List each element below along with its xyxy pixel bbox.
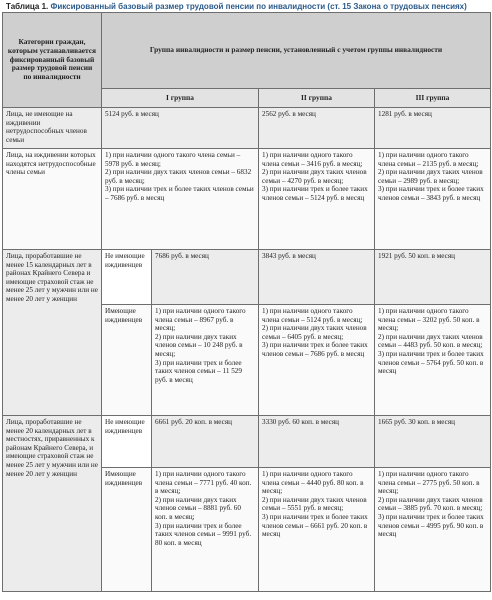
cell-item: 3) при наличии трех и более таких членов семьи – 7686 руб. в месяц <box>105 185 254 202</box>
group-1-header: I группа <box>102 89 259 108</box>
row-category: Лица, не имеющие на иждивении нетрудоспособных членов семьи <box>3 108 102 149</box>
table-caption <box>6 1 467 12</box>
cell-item: 1) при наличии одного такого члена семьи – 8967 руб. в месяц; <box>155 307 246 333</box>
cell-group-3: 1921 руб. 50 коп. в месяц <box>375 250 491 305</box>
cell-item: 3) при наличии трех и более таких членов семьи – 9991 руб. 80 коп. в месяц <box>155 521 252 547</box>
cell-group-1: 6661 руб. 20 коп. в месяц <box>152 416 259 468</box>
cell-item: 1) при наличии одного такого члена семьи – 2775 руб. 50 коп. в месяц; <box>378 470 480 496</box>
cell-item: 3) при наличии трех и более таких членов семьи – 7686 руб. в месяц <box>262 341 368 358</box>
table-row <box>3 149 491 250</box>
cell-item: 1) при наличии одного такого члена семьи – 5124 руб. в месяц; <box>262 307 363 324</box>
header-category: Категории граждан, которым устанавливается фиксированный базовый размер трудовой пенсии по инвалидности <box>3 13 102 108</box>
cell-item: 3) при наличии трех и более таких членов семьи – 4995 руб. 90 коп. в месяц <box>378 512 484 539</box>
cell-group-2 <box>259 305 375 416</box>
row-subcategory: Имеющие иждивенцев <box>102 468 152 592</box>
cell-group-1 <box>152 305 259 416</box>
table-row <box>3 108 491 149</box>
cell-item: 2) при наличии двух таких членов семьи – 10 248 руб. в месяц; <box>155 332 243 358</box>
header-row <box>3 13 491 89</box>
group-2-header: II группа <box>259 89 375 108</box>
cell-group-3 <box>375 149 491 250</box>
pension-table <box>2 12 491 592</box>
cell-item: 3) при наличии трех и более таких членов семьи – 5124 руб. в месяц <box>262 185 368 202</box>
cell-group-1 <box>152 468 259 592</box>
cell-group-3 <box>375 305 491 416</box>
cell-item: 3) при наличии трех и более таких членов семьи – 5764 руб. 50 коп. в месяц <box>378 349 484 376</box>
cell-item: 1) при наличии одного такого члена семьи – 2135 руб. в месяц; <box>378 151 479 168</box>
cell-item: 3) при наличии трех и более таких членов семьи – 6661 руб. 20 коп. в месяц <box>262 512 368 539</box>
cell-group-2 <box>259 468 375 592</box>
cell-group-1: 7686 руб. в месяц <box>152 250 259 305</box>
cell-item: 1) при наличии одного такого члена семьи – 3416 руб. в месяц; <box>262 151 363 168</box>
cell-item: 1) при наличии одного такого члена семьи – 4440 руб. 80 коп. в месяц; <box>262 470 364 496</box>
row-subcategory: Не имеющие иждивенцев <box>102 250 152 305</box>
row-category: Лица, проработавшие не менее 15 календарных лет в районах Крайнего Севера и имеющие страховой стаж не менее 25 лет у мужчин или не менее 20 лет у женщин <box>3 250 102 416</box>
cell-group-2 <box>259 149 375 250</box>
cell-item: 2) при наличии двух таких членов семьи – 3885 руб. 70 коп. в месяц; <box>378 495 483 513</box>
cell-group-3: 1665 руб. 30 коп. в месяц <box>375 416 491 468</box>
cell-group-2: 3843 руб. в месяц <box>259 250 375 305</box>
row-subcategory: Не имеющие иждивенцев <box>102 416 152 468</box>
cell-item: 2) при наличии двух таких членов семьи – 6832 руб. в месяц; <box>105 168 252 185</box>
table-row <box>3 250 491 305</box>
cell-item: 2) при наличии двух таких членов семьи – 4483 руб. 50 коп. в месяц; <box>378 332 483 350</box>
cell-group-3 <box>375 468 491 592</box>
cell-item: 2) при наличии двух таких членов семьи – 4270 руб. в месяц; <box>262 168 367 185</box>
cell-item: 2) при наличии двух таких членов семьи – 6405 руб. в месяц; <box>262 324 367 341</box>
cell-item: 2) при наличии двух таких членов семьи – 2989 руб. в месяц; <box>378 168 483 185</box>
header-group-title: Группа инвалидности и размер пенсии, установленный с учетом группы инвалидности <box>102 13 491 89</box>
cell-item: 2) при наличии двух таких членов семьи – 8881 руб. 60 коп. в месяц; <box>155 495 241 521</box>
cell-group-1: 5124 руб. в месяц <box>102 108 259 149</box>
cell-group-2: 3330 руб. 60 коп. в месяц <box>259 416 375 468</box>
caption-label: Таблица 1. <box>6 2 49 11</box>
cell-group-1 <box>102 149 259 250</box>
cell-item: 3) при наличии трех и более таких членов семьи – 3843 руб. в месяц <box>378 185 484 202</box>
table-row <box>3 416 491 468</box>
cell-item: 2) при наличии двух таких членов семьи – 5551 руб. в месяц; <box>262 495 367 513</box>
cell-group-3: 1281 руб. в месяц <box>375 108 491 149</box>
cell-group-2: 2562 руб. в месяц <box>259 108 375 149</box>
cell-item: 3) при наличии трех и более таких членов семьи – 11 529 руб. в месяц <box>155 358 242 384</box>
cell-item: 1) при наличии одного такого члена семьи – 3202 руб. 50 коп. в месяц; <box>378 307 480 333</box>
row-subcategory: Имеющие иждивенцев <box>102 305 152 416</box>
row-category: Лица, проработавшие не менее 20 календарных лет в местностях, приравненных к районам Крайнего Севера, и имеющие страховой стаж не менее 25 лет у мужчин или не менее 20 лет у женщин <box>3 416 102 592</box>
caption-text: Фиксированный базовый размер трудовой пенсии по инвалидности (ст. 15 Закона о трудовых пенсиях) <box>50 2 467 11</box>
group-3-header: III группа <box>375 89 491 108</box>
cell-item: 1) при наличии одного такого члена семьи – 7771 руб. 40 коп. в месяц; <box>155 470 252 496</box>
row-category: Лица, на иждивении которых находятся нетрудоспособные члены семьи <box>3 149 102 250</box>
cell-item: 1) при наличии одного такого члена семьи – 5978 руб. в месяц; <box>105 151 241 168</box>
